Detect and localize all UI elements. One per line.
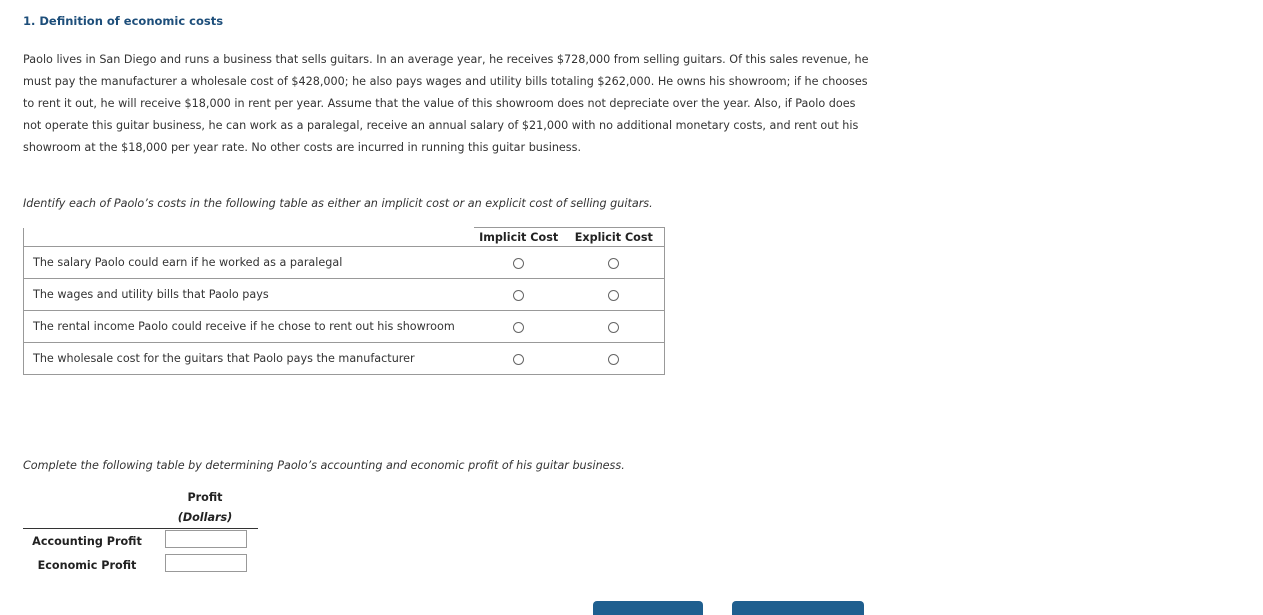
row-label: The rental income Paolo could receive if he chose to rent out his showroom <box>24 311 474 343</box>
explicit-cost-radio[interactable] <box>608 322 619 333</box>
row-label: The salary Paolo could earn if he worked as a paralegal <box>24 247 474 279</box>
implicit-radio-cell <box>474 247 564 279</box>
implicit-radio-cell <box>474 279 564 311</box>
implicit-cost-radio[interactable] <box>513 258 524 269</box>
profit-header: Profit <box>187 491 223 504</box>
explicit-radio-cell <box>564 247 665 279</box>
accounting-profit-input[interactable] <box>165 530 247 548</box>
implicit-cost-radio[interactable] <box>513 290 524 301</box>
paragraph-line: to rent it out, he will receive $18,000 in rent per year. Assume that the value of this showroom does not depreciate over the year. Also, if Paolo does <box>23 97 856 110</box>
save-continue-button[interactable] <box>732 601 864 615</box>
table-header-row <box>24 228 665 247</box>
implicit-radio-cell <box>474 343 564 375</box>
paragraph-line: showroom at the $18,000 per year rate. No other costs are incurred in running this guitar business. <box>23 141 582 154</box>
table-row <box>24 311 665 343</box>
paragraph-line: Paolo lives in San Diego and runs a business that sells guitars. In an average year, he receives $728,000 from selling guitars. Of this sales revenue, he <box>23 53 869 66</box>
row-label: The wholesale cost for the guitars that Paolo pays the manufacturer <box>24 343 474 375</box>
question-title: 1. Definition of economic costs <box>23 14 224 28</box>
paragraph-line: must pay the manufacturer a wholesale cost of $428,000; he also pays wages and utility bills totaling $262,000. He owns his showroom; if he chooses <box>23 75 868 88</box>
explicit-cost-radio[interactable] <box>608 290 619 301</box>
cost-classification-table <box>23 227 665 375</box>
header-explicit-cost: Explicit Cost <box>564 228 665 247</box>
implicit-cost-radio[interactable] <box>513 354 524 365</box>
explicit-radio-cell <box>564 343 665 375</box>
grade-button[interactable] <box>593 601 703 615</box>
profit-table-divider <box>23 528 258 529</box>
explicit-cost-radio[interactable] <box>608 258 619 269</box>
implicit-radio-cell <box>474 311 564 343</box>
profit-instruction: Complete the following table by determining Paolo’s accounting and economic profit of his guitar business. <box>23 459 625 472</box>
profit-header-units: (Dollars) <box>177 511 233 524</box>
paragraph-line: not operate this guitar business, he can work as a paralegal, receive an annual salary of $21,000 with no additional monetary costs, and rent out his <box>23 119 859 132</box>
table-row <box>24 343 665 375</box>
implicit-cost-radio[interactable] <box>513 322 524 333</box>
question-paragraph <box>23 49 893 159</box>
explicit-radio-cell <box>564 279 665 311</box>
accounting-profit-label: Accounting Profit <box>32 535 142 548</box>
table-row <box>24 247 665 279</box>
explicit-cost-radio[interactable] <box>608 354 619 365</box>
explicit-radio-cell <box>564 311 665 343</box>
table-row <box>24 279 665 311</box>
header-blank <box>24 228 474 247</box>
header-implicit-cost: Implicit Cost <box>474 228 564 247</box>
cost-instruction: Identify each of Paolo’s costs in the following table as either an implicit cost or an explicit cost of selling guitars. <box>23 197 653 210</box>
row-label: The wages and utility bills that Paolo pays <box>24 279 474 311</box>
economic-profit-input[interactable] <box>165 554 247 572</box>
economic-profit-label: Economic Profit <box>37 559 137 572</box>
